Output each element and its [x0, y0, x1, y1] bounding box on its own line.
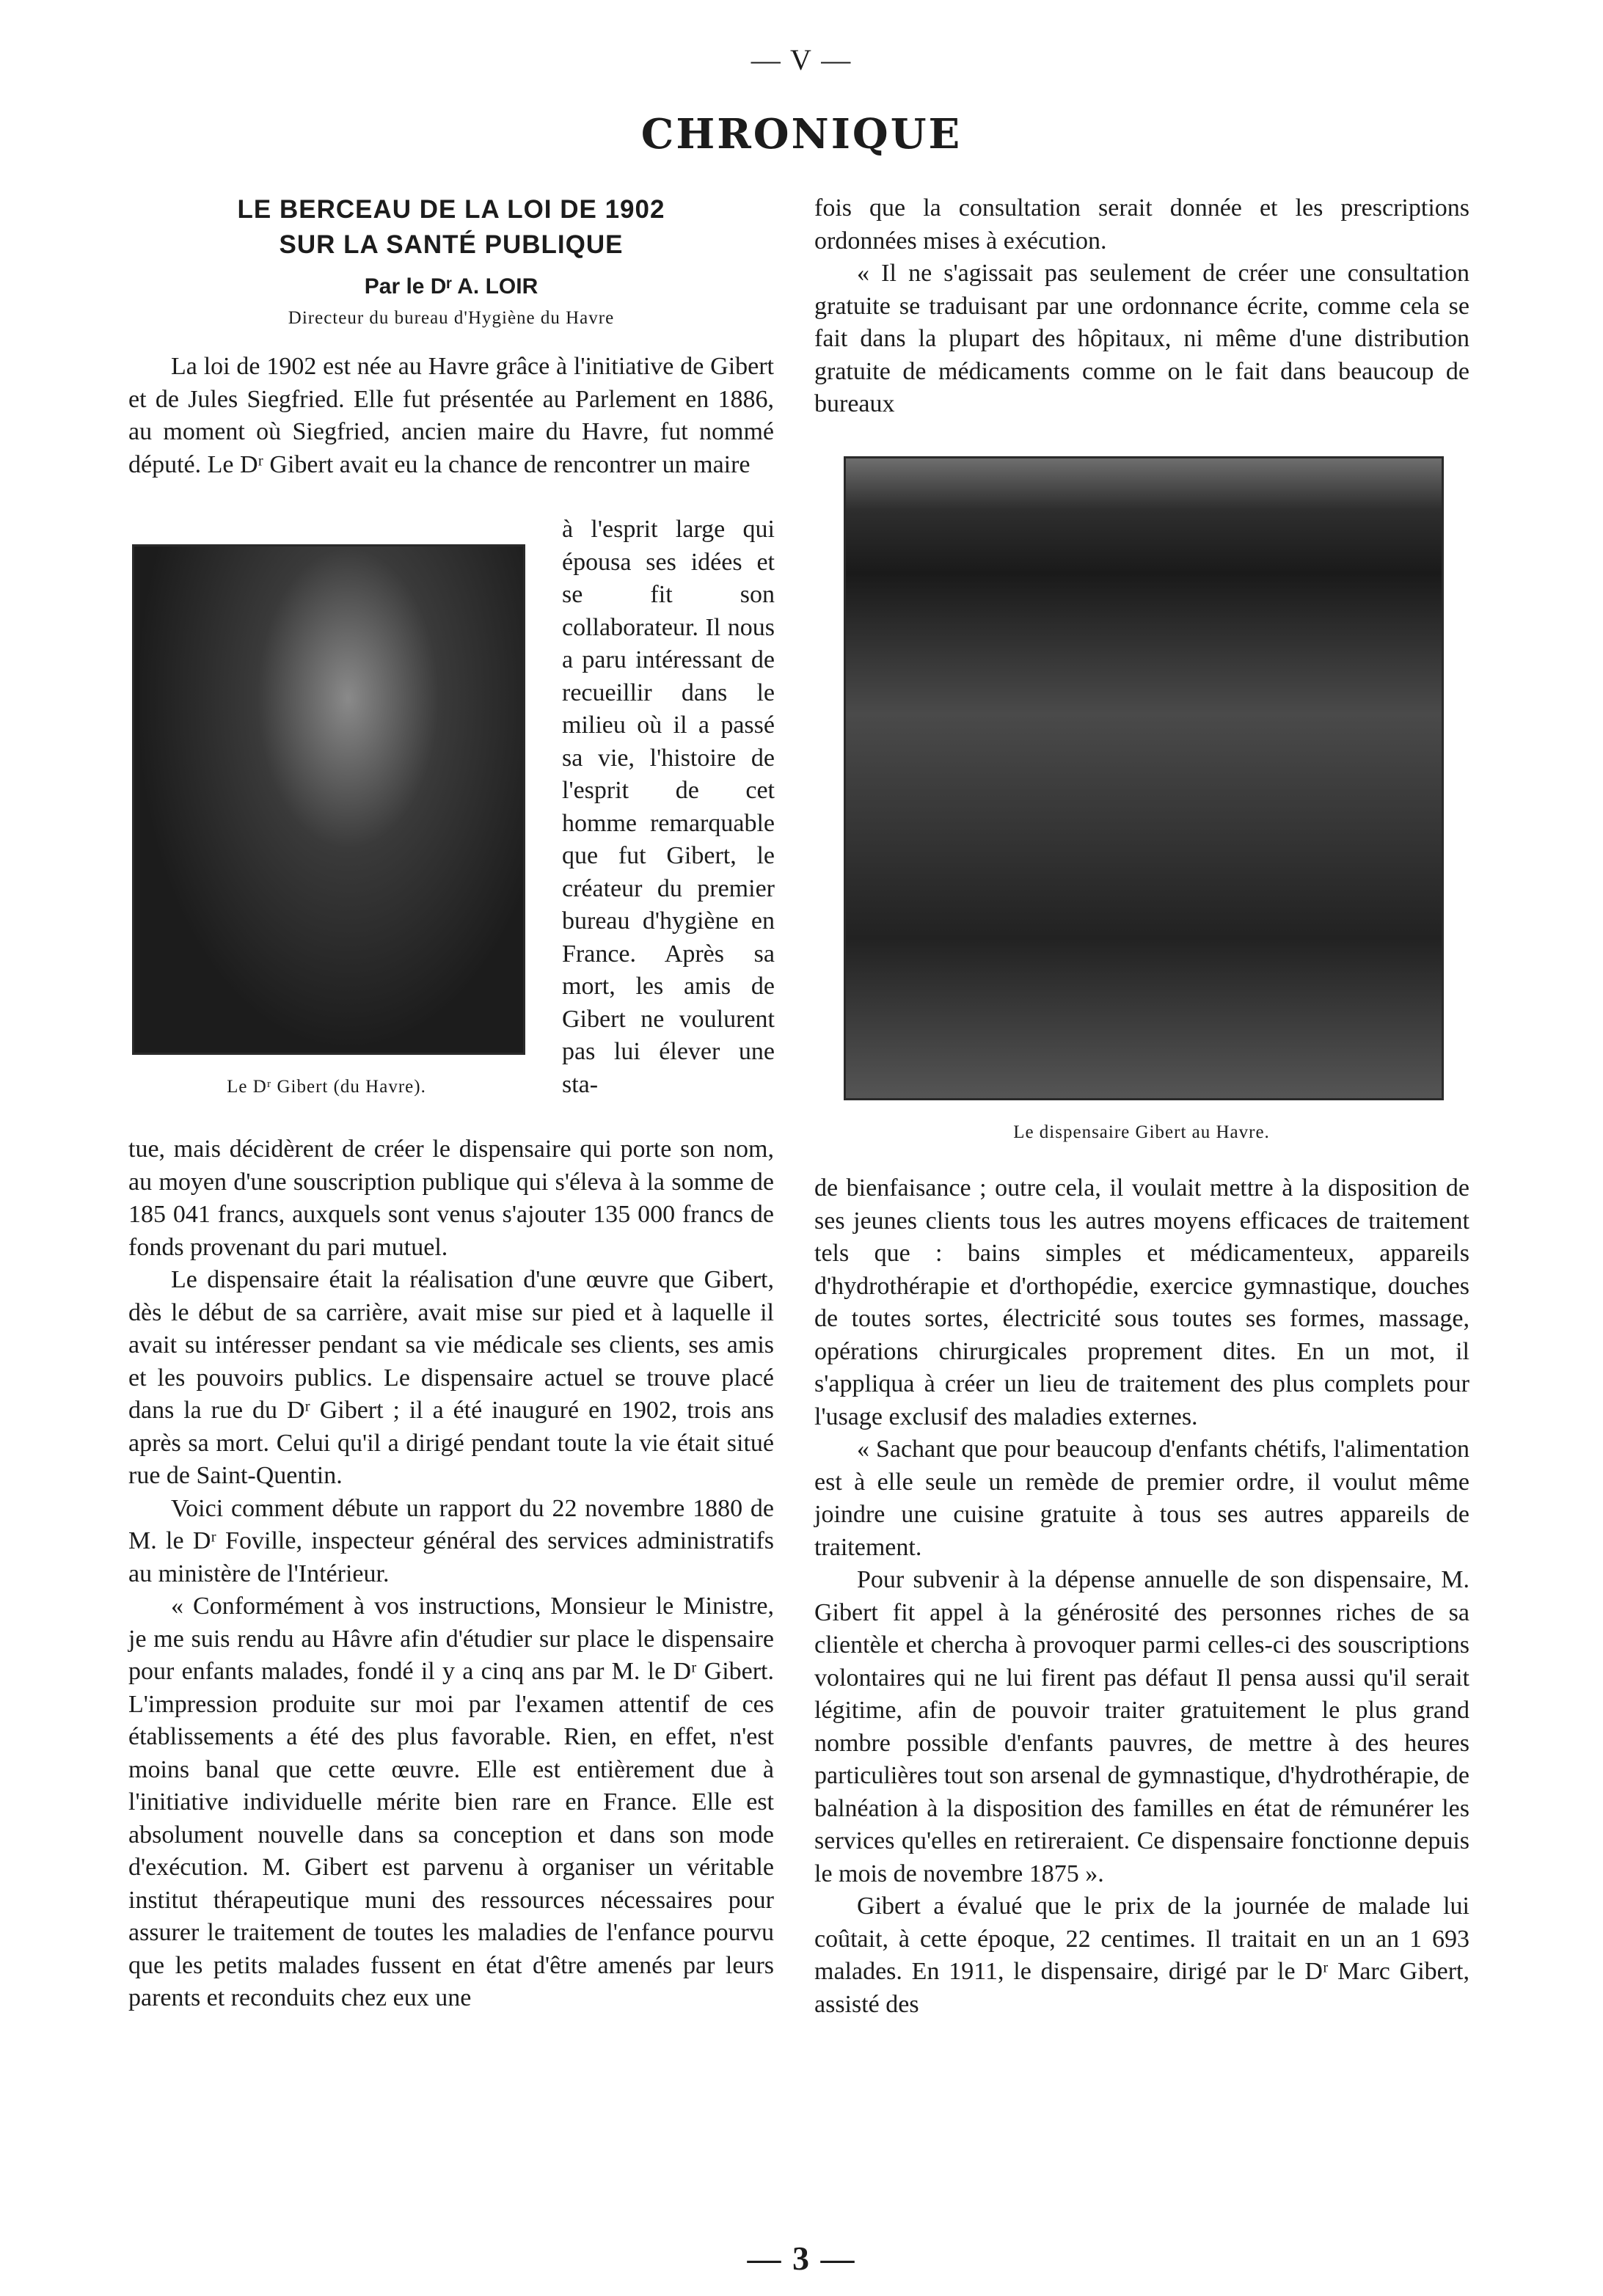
- portrait-photo-gibert: [132, 544, 525, 1055]
- paragraph: Pour subvenir à la dépense annuelle de son dispensaire, M. Gibert fit appel à la générosité des personnes riches de sa clientèle et chercha à provoquer parmi celles-ci des souscriptions volontaires qui ne lui firent pas défaut Il pensa aussi qu'il serait légitime, afin de pouvoir traiter gratuitement le plus grand nombre possible d'enfants pauvres, de mettre à des heures particulières tout son arsenal de gymnastique, d'hydrothérapie, de balnéation à la disposition des familles en état de rémunérer les services qu'elles en retireraient. Ce dispensaire fonctionne depuis le mois de novembre 1875 ».: [814, 1566, 1469, 1887]
- paragraph: La loi de 1902 est née au Havre grâce à l'initiative de Gibert et de Jules Siegfried. Elle fut présentée au Parlement en 1886, au moment où Siegfried, ancien maire du Havre, fut nommé député. Le Dʳ Gibert avait eu la chance de rencontrer un maire: [128, 353, 774, 478]
- byline: Par le Dʳ A. LOIR: [364, 274, 538, 299]
- article-title-line-2: SUR LA SANTÉ PUBLIQUE: [279, 230, 624, 259]
- column-2-bottom: [814, 1172, 1469, 2021]
- paragraph: Gibert a évalué que le prix de la journée de malade lui coûtait, à cette époque, 22 centimes. Il traitait en un an 1 693 malades. En 1911, le dispensaire, dirigé par le Dʳ Marc Gibert, assisté des: [814, 1893, 1469, 2018]
- paragraph: à l'esprit large qui épousa ses idées et se fit son collaborateur. Il nous a paru intéressant de recueillir dans le milieu où il a passé sa vie, l'histoire de l'esprit de cet homme remarquable que fut Gibert, le créateur du premier bureau d'hygiène en France. Après sa mort, les amis de Gibert ne voulurent pas lui élever une sta-: [562, 516, 775, 1098]
- building-caption: Le dispensaire Gibert au Havre.: [1013, 1122, 1270, 1142]
- paragraph: Voici comment débute un rapport du 22 novembre 1880 de M. le Dʳ Foville, inspecteur général des services administratifs au ministère de l'Intérieur.: [128, 1494, 774, 1587]
- paragraph: « Il ne s'agissait pas seulement de créer une consultation gratuite se traduisant par une ordonnance écrite, comme cela se fait dans la plupart des hôpitaux, ni même d'une distribution gratuite de médicaments comme on le fait dans beaucoup de bureaux: [814, 260, 1469, 417]
- column-1-top: [128, 351, 774, 481]
- column-1-wrap: [562, 513, 775, 1101]
- paragraph: « Sachant que pour beaucoup d'enfants chétifs, l'alimentation est à elle seule un remède de premier ordre, il voulut même joindre une cuisine gratuite à tous ses autres appareils de traitement.: [814, 1436, 1469, 1561]
- paragraph: tue, mais décidèrent de créer le dispensaire qui porte son nom, au moyen d'une souscription publique qui s'éleva à la somme de 185 041 francs, auxquels sont venus s'ajouter 135 000 francs de fonds provenant du pari mutuel.: [128, 1136, 774, 1261]
- page-number: — 3 —: [747, 2240, 856, 2277]
- paragraph: « Conformément à vos instructions, Monsieur le Ministre, je me suis rendu au Hâvre afin d'étudier sur place le dispensaire pour enfants malades, fondé il y a cinq ans par M. le Dʳ Gibert. L'impression produite sur moi par l'examen attentif de ces établissements a été des plus favorable. Rien, en effet, n'est moins banal que cette œuvre. Elle est entièrement due à l'initiative individuelle mérite bien rare en France. Elle est absolument nouvelle dans sa conception et dans son mode d'exécution. M. Gibert est parvenu à organiser un véritable institut thérapeutique muni des ressources nécessaires pour assurer le traitement de toutes les maladies de l'enfance pourvu que les petits malades fussent en état d'être amenés par leurs parents et reconduits chez eux une: [128, 1593, 774, 2011]
- section-title: CHRONIQUE: [640, 110, 963, 158]
- portrait-caption: Le Dʳ Gibert (du Havre).: [227, 1077, 426, 1097]
- author-role: Directeur du bureau d'Hygiène du Havre: [288, 308, 615, 328]
- article-title: [128, 192, 774, 263]
- article-title-line-1: LE BERCEAU DE LA LOI DE 1902: [237, 195, 665, 224]
- column-1-bottom: [128, 1133, 774, 2015]
- column-2-top: [814, 192, 1469, 421]
- building-photo-dispensaire: [844, 456, 1444, 1100]
- paragraph: Le dispensaire était la réalisation d'une œuvre que Gibert, dès le début de sa carrière, avait mise sur pied et à laquelle il avait su intéresser pendant sa vie médicale ses clients, ses amis et les pouvoirs publics. Le dispensaire actuel se trouve placé dans la rue du Dʳ Gibert ; il a été inauguré en 1902, trois ans après sa mort. Celui qu'il a dirigé pendant toute la vie était situé rue de Saint-Quentin.: [128, 1266, 774, 1489]
- paragraph: de bienfaisance ; outre cela, il voulait mettre à la disposition de ses jeunes clients tous les autres moyens efficaces de traitement tels que : bains simples et médicamenteux, appareils d'hydrothérapie et d'orthopédie, exercice gymnastique, douches de toutes sortes, électricité sous toutes ses formes, massage, opérations chirurgicales proprement dites. En un mot, il s'appliqua à créer un lieu de traitement des plus complets pour l'usage exclusif des maladies externes.: [814, 1174, 1469, 1430]
- roman-page-number: — V —: [751, 43, 852, 76]
- paragraph: fois que la consultation serait donnée et les prescriptions ordonnées mises à exécution.: [814, 194, 1469, 255]
